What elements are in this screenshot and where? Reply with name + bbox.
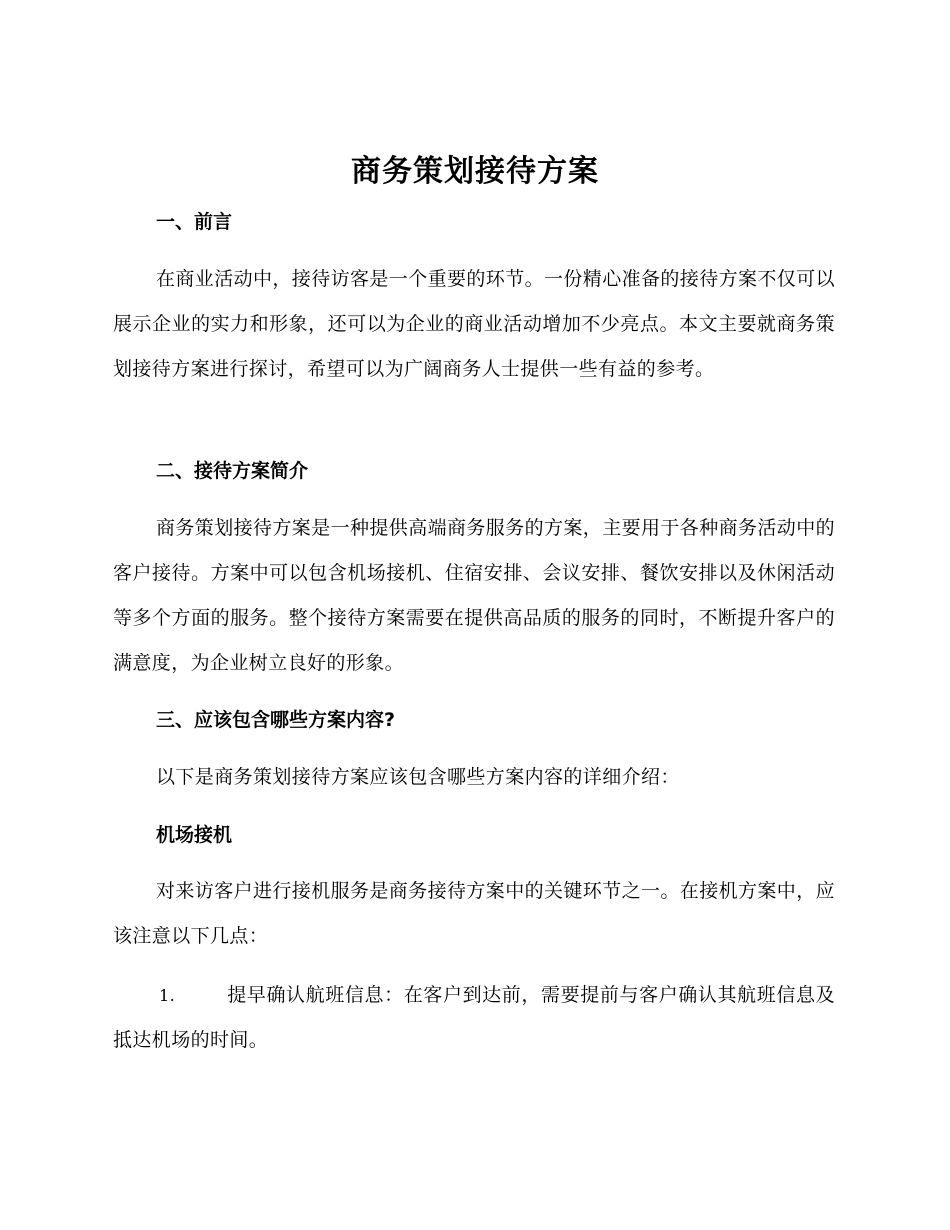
list-item [113,973,835,1063]
subsection-paragraph-airport-pickup: 对来访客户进行接机服务是商务接待方案中的关键环节之一。在接机方案中，应该注意以下几点： [113,880,836,947]
list-item-text: 提早确认航班信息：在客户到达前，需要提前与客户确认其航班信息及抵达机场的时间。 [113,984,835,1051]
section-heading-contents: 三、应该包含哪些方案内容? [156,709,396,731]
subsection-heading-airport-pickup: 机场接机 [156,824,233,846]
section-heading-overview: 二、接待方案简介 [156,460,309,482]
section-paragraph-overview: 商务策划接待方案是一种提供高端商务服务的方案，主要用于各种商务活动中的客户接待。方案中可以包含机场接机、住宿安排、会议安排、餐饮安排以及休闲活动等多个方面的服务。整个接待方案需要在提供高品质的服务的同时，不断提升客户的满意度，为企业树立良好的形象。 [113,517,836,674]
list-item-number: 1. [159,986,176,1005]
section-heading-preface: 一、前言 [156,211,233,233]
section-paragraph-preface: 在商业活动中，接待访客是一个重要的环节。一份精心准备的接待方案不仅可以展示企业的实力和形象，还可以为企业的商业活动增加不少亮点。本文主要就商务策划接待方案进行探讨，希望可以为广阔商务人士提供一些有益的参考。 [113,268,836,380]
section-paragraph-contents: 以下是商务策划接待方案应该包含哪些方案内容的详细介绍： [156,766,680,788]
document-title: 商务策划接待方案 [351,154,599,189]
